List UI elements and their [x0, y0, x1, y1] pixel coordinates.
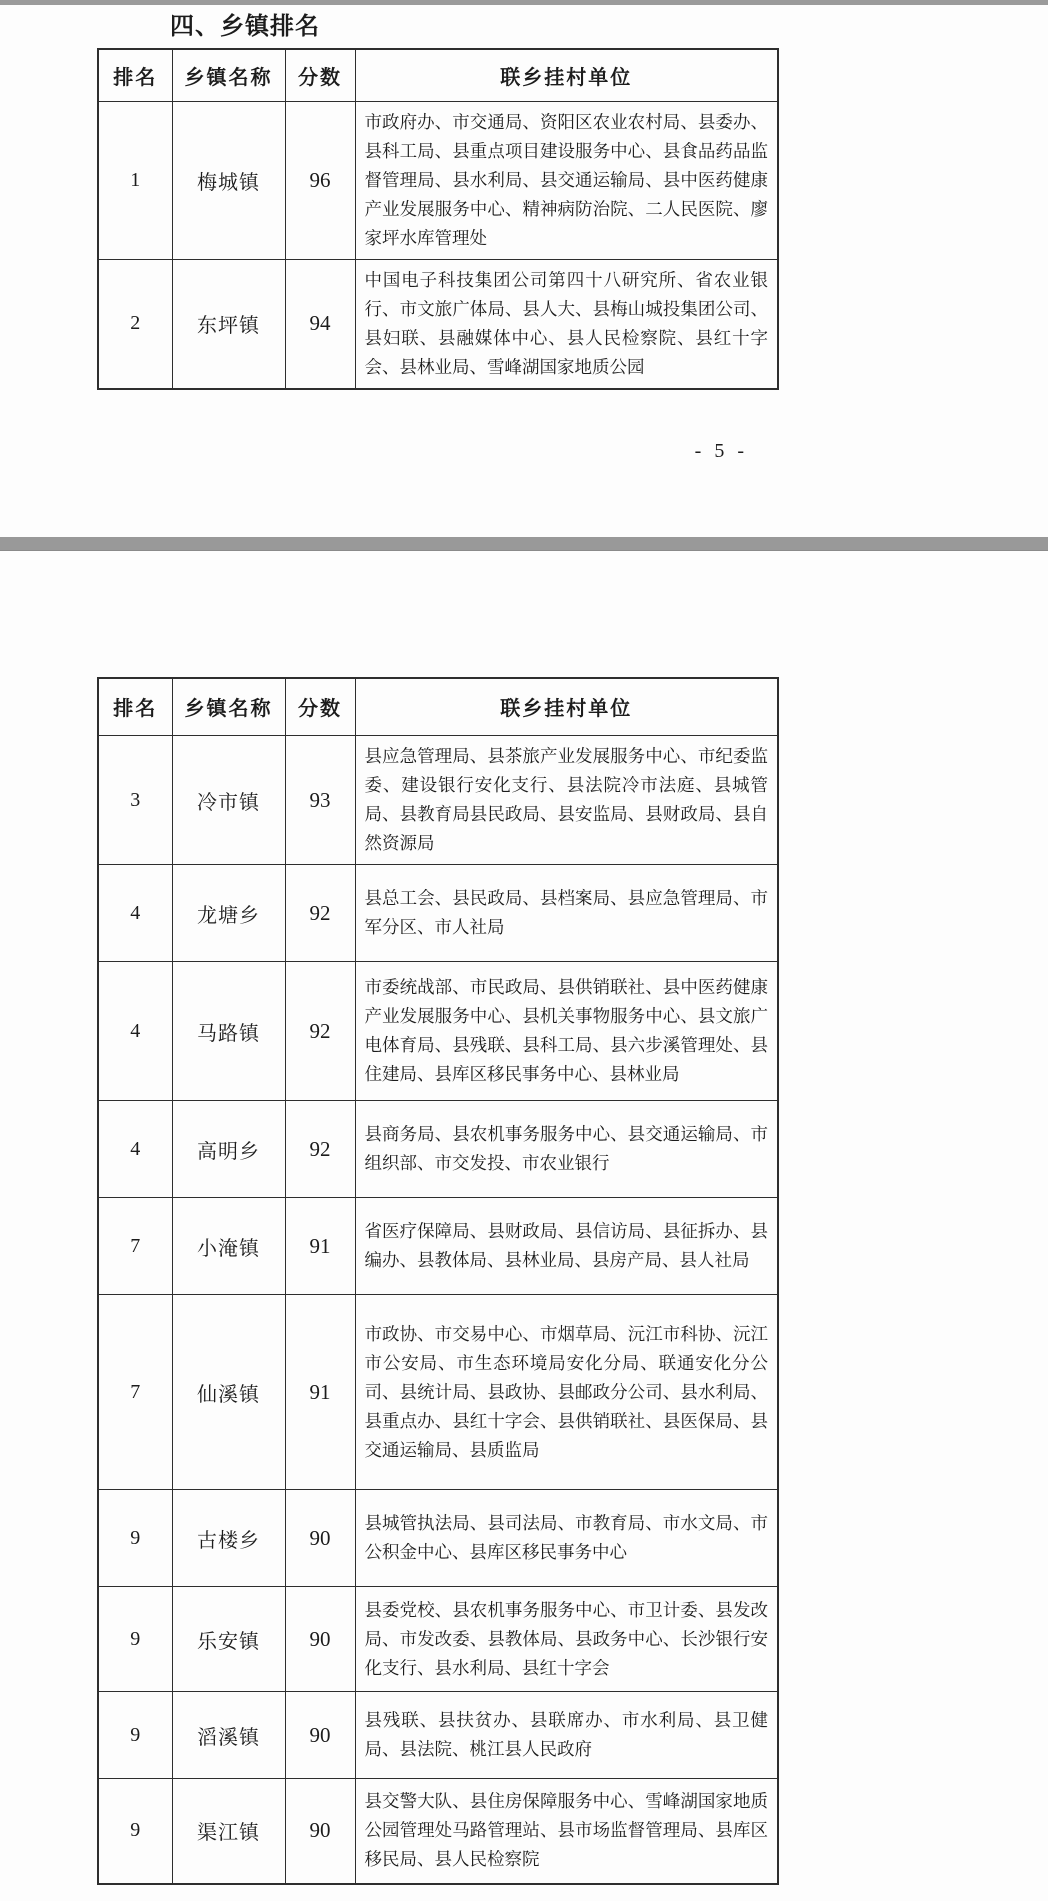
table-row: [98, 962, 778, 1101]
score-cell: 90: [285, 1587, 355, 1692]
table-row: [98, 865, 778, 962]
units-cell: 县商务局、县农机事务服务中心、县交通运输局、市组织部、市交发投、市农业银行: [355, 1101, 778, 1198]
page-break-separator: [0, 537, 1048, 551]
score-cell: 92: [285, 865, 355, 962]
township-cell: 渠江镇: [172, 1779, 285, 1884]
township-cell: 梅城镇: [172, 101, 285, 259]
header-units: 联乡挂村单位: [355, 49, 778, 101]
page-top-separator: [0, 0, 1048, 5]
units-cell: 县交警大队、县住房保障服务中心、雪峰湖国家地质公园管理处马路管理站、县市场监督管理局、县库区移民局、县人民检察院: [355, 1779, 778, 1884]
rank-cell: 7: [98, 1295, 172, 1490]
township-cell: 冷市镇: [172, 736, 285, 865]
units-cell: 县委党校、县农机事务服务中心、市卫计委、县发改局、市发改委、县教体局、县政务中心、长沙银行安化支行、县水利局、县红十字会: [355, 1587, 778, 1692]
section-title: 四、乡镇排名: [170, 14, 320, 40]
rank-cell: 9: [98, 1490, 172, 1587]
township-cell: 小淹镇: [172, 1198, 285, 1295]
score-cell: 90: [285, 1692, 355, 1779]
page-6-content: [0, 677, 1048, 1885]
header-township: 乡镇名称: [172, 49, 285, 101]
score-cell: 92: [285, 1101, 355, 1198]
units-cell: 市委统战部、市民政局、县供销联社、县中医药健康产业发展服务中心、县机关事物服务中心、县文旅广电体育局、县残联、县科工局、县六步溪管理处、县住建局、县库区移民事务中心、县林业局: [355, 962, 778, 1101]
rank-cell: 9: [98, 1779, 172, 1884]
units-cell: 县残联、县扶贫办、县联席办、市水利局、县卫健局、县法院、桃江县人民政府: [355, 1692, 778, 1779]
score-cell: 91: [285, 1295, 355, 1490]
township-cell: 古楼乡: [172, 1490, 285, 1587]
rank-cell: 1: [98, 101, 172, 259]
units-cell: 县总工会、县民政局、县档案局、县应急管理局、市军分区、市人社局: [355, 865, 778, 962]
page-number: - 5 -: [694, 439, 748, 462]
rank-cell: 4: [98, 1101, 172, 1198]
score-cell: 90: [285, 1779, 355, 1884]
ranking-table-page-5: [97, 48, 779, 390]
units-cell: 中国电子科技集团公司第四十八研究所、省农业银行、市文旅广体局、县人大、县梅山城投集团公司、县妇联、县融媒体中心、县人民检察院、县红十字会、县林业局、雪峰湖国家地质公园: [355, 259, 778, 389]
table-header-row: [98, 49, 778, 101]
header-score: 分数: [285, 49, 355, 101]
header-rank: 排名: [98, 678, 172, 736]
rank-cell: 4: [98, 962, 172, 1101]
table-header-row: [98, 678, 778, 736]
township-cell: 龙塘乡: [172, 865, 285, 962]
header-score: 分数: [285, 678, 355, 736]
rank-cell: 2: [98, 259, 172, 389]
units-cell: 市政府办、市交通局、资阳区农业农村局、县委办、县科工局、县重点项目建设服务中心、县食品药品监督管理局、县水利局、县交通运输局、县中医药健康产业发展服务中心、精神病防治院、二人民医院、廖家坪水库管理处: [355, 101, 778, 259]
table-row: [98, 1101, 778, 1198]
score-cell: 90: [285, 1490, 355, 1587]
table-row: [98, 1779, 778, 1884]
rank-cell: 3: [98, 736, 172, 865]
township-cell: 仙溪镇: [172, 1295, 285, 1490]
table-row: [98, 1692, 778, 1779]
rank-cell: 9: [98, 1587, 172, 1692]
units-cell: 县应急管理局、县茶旅产业发展服务中心、市纪委监委、建设银行安化支行、县法院冷市法庭、县城管局、县教育局县民政局、县安监局、县财政局、县自然资源局: [355, 736, 778, 865]
table-row: [98, 1490, 778, 1587]
township-cell: 东坪镇: [172, 259, 285, 389]
township-cell: 高明乡: [172, 1101, 285, 1198]
score-cell: 96: [285, 101, 355, 259]
table-row: [98, 736, 778, 865]
township-cell: 滔溪镇: [172, 1692, 285, 1779]
rank-cell: 4: [98, 865, 172, 962]
table-row: [98, 101, 778, 259]
township-cell: 马路镇: [172, 962, 285, 1101]
score-cell: 92: [285, 962, 355, 1101]
table-row: [98, 1295, 778, 1490]
table-row: [98, 1198, 778, 1295]
units-cell: 省医疗保障局、县财政局、县信访局、县征拆办、县编办、县教体局、县林业局、县房产局、县人社局: [355, 1198, 778, 1295]
units-cell: 市政协、市交易中心、市烟草局、沅江市科协、沅江市公安局、市生态环境局安化分局、联通安化分公司、县统计局、县政协、县邮政分公司、县水利局、县重点办、县红十字会、县供销联社、县医保局、县交通运输局、县质监局: [355, 1295, 778, 1490]
table-row: [98, 1587, 778, 1692]
rank-cell: 7: [98, 1198, 172, 1295]
township-cell: 乐安镇: [172, 1587, 285, 1692]
table-row: [98, 259, 778, 389]
header-units: 联乡挂村单位: [355, 678, 778, 736]
ranking-table-page-6: [97, 677, 779, 1885]
header-rank: 排名: [98, 49, 172, 101]
rank-cell: 9: [98, 1692, 172, 1779]
score-cell: 91: [285, 1198, 355, 1295]
score-cell: 94: [285, 259, 355, 389]
units-cell: 县城管执法局、县司法局、市教育局、市水文局、市公积金中心、县库区移民事务中心: [355, 1490, 778, 1587]
header-township: 乡镇名称: [172, 678, 285, 736]
score-cell: 93: [285, 736, 355, 865]
